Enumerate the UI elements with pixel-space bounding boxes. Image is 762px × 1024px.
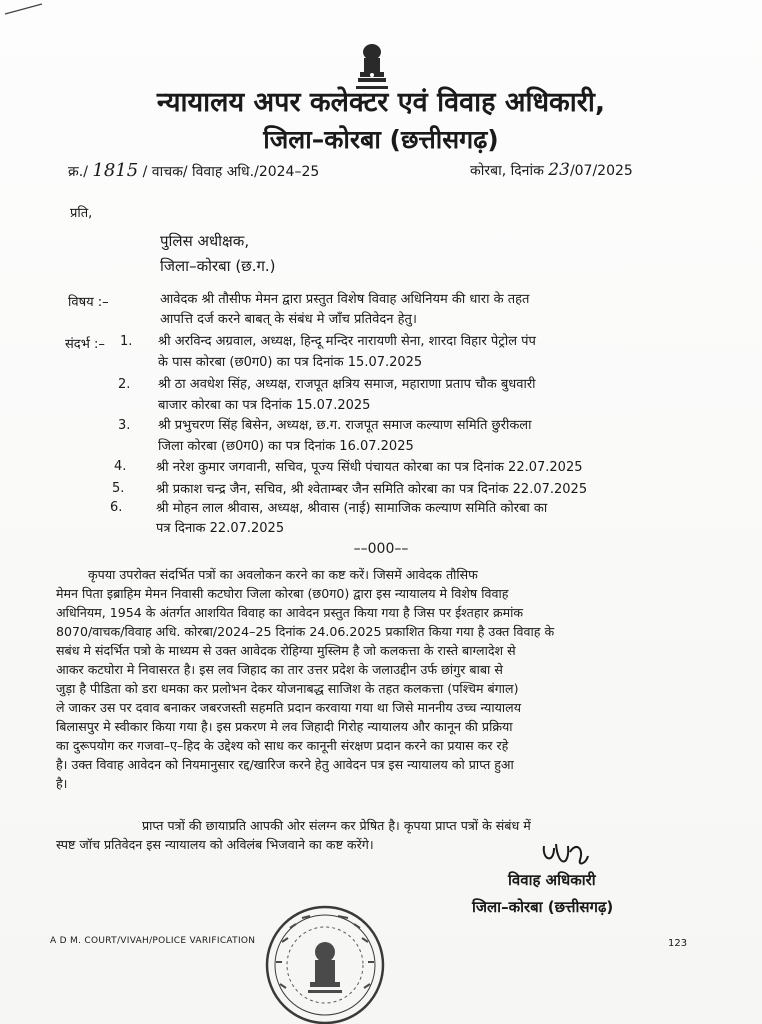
body-line: है। उक्त विवाह आवेदन को नियमानुसार रद्द/खारिज करने हेतु आवेदन पत्र इस न्यायालय को प्राप्त हुआ xyxy=(56,757,514,772)
reference-number: 5. xyxy=(112,481,125,496)
page-number: 123 xyxy=(668,938,688,949)
reference-line: बाजार कोरबा का पत्र दिनांक 15.07.2025 xyxy=(158,398,371,413)
reference-number: 1. xyxy=(120,334,133,349)
body-line: कृपया उपरोक्त संदर्भित पत्रों का अवलोकन करने का कष्ट करें। जिसमें आवेदक तौसिफ xyxy=(88,567,478,582)
section-separator: ––000–– xyxy=(353,541,409,557)
corner-mark xyxy=(0,0,50,20)
body-line: 8070/वाचक/विवाह अधि. कोरबा/2024–25 दिनांक 24.06.2025 प्रकाशित किया गया है उक्त विवाह के xyxy=(56,624,555,639)
reference-line: श्री नरेश कुमार जगवानी, सचिव, पूज्य सिंधी पंचायत कोरबा का पत्र दिनांक 22.07.2025 xyxy=(156,460,583,475)
letter-place-date xyxy=(470,160,633,180)
body-line: मेमन पिता इब्राहिम मेमन निवासी कटघोरा जिला कोरबा (छ0ग0) द्वारा इस न्यायालय मे विशेष विवाह xyxy=(56,586,509,601)
reference-line: पत्र दिनाक 22.07.2025 xyxy=(156,521,285,536)
recipient-line-1: पुलिस अधीक्षक, xyxy=(160,232,250,250)
body-line: प्राप्त पत्रों की छायाप्रति आपकी ओर संलग्न कर प्रेषित है। कृपया प्राप्त पत्रों के संबंध में xyxy=(142,818,531,833)
reference-number: 2. xyxy=(118,377,131,392)
body-line: स्पष्ट जॉच प्रतिवेदन इस न्यायालय को अविलंब भिजवाने का कष्ट करेंगे। xyxy=(56,837,374,852)
recipient-line-2: जिला–कोरबा (छ.ग.) xyxy=(160,257,276,275)
date-month-year: /07/2025 xyxy=(569,163,633,179)
reference-line: के पास कोरबा (छ0ग0) का पत्र दिनांक 15.07.2025 xyxy=(158,355,423,370)
body-line: जुड़ा है पीडिता को डरा धमका कर प्रलोभन देकर योजनाबद्ध साजिश के तहत कलकत्ता (पश्चिम बंगाल) xyxy=(56,681,519,696)
reference-line: जिला कोरबा (छ0ग0) का पत्र दिनांक 16.07.2025 xyxy=(158,439,414,454)
letter-reference-number xyxy=(68,160,319,181)
subject-line-2: आपत्ति दर्ज करने बाबत् के संबंध मे जाँच प्रतिवेदन हेतु। xyxy=(160,312,417,327)
ref-number-handwritten: 1815 xyxy=(92,160,139,181)
district-title: जिला–कोरबा (छत्तीसगढ़) xyxy=(263,125,499,154)
body-line: सबंध मे संदर्भित पत्रो के माध्यम से उक्त आवेदक रोहिग्या मुस्लिम है जो कलकत्ता के रास्ते बाग्लादेश से xyxy=(56,643,516,658)
reference-number: 6. xyxy=(110,500,123,515)
reference-line: श्री प्रकाश चन्द्र जैन, सचिव, श्री श्वेताम्बर जैन समिति कोरबा का पत्र दिनांक 22.07.2025 xyxy=(156,482,588,497)
body-line: ले जाकर उस पर दवाव बनाकर जबरजस्ती सहमति प्रदान करवाया गया था जिसे माननीय उच्च न्यायालय xyxy=(56,700,522,715)
court-seal-stamp xyxy=(262,902,388,1024)
body-line: का दुरूपयोग कर गजवा–ए–हिद के उद्देश्य को साध कर कानूनी संरक्षण प्रदान करने का प्रयास कर रहे xyxy=(56,738,509,753)
court-title: न्यायालय अपर कलेक्टर एवं विवाह अधिकारी, xyxy=(156,87,606,118)
body-line: बिलासपुर मे स्वीकार किया गया है। इस प्रकरण मे लव जिहादी गिरोह न्यायालय और कानून की प्रक्रिया xyxy=(56,719,513,734)
reference-line: श्री ठा अवधेश सिंह, अध्यक्ष, राजपूत क्षत्रिय समाज, महाराणा प्रताप चौक बुधवारी xyxy=(158,377,536,392)
body-line: अधिनियम, 1954 के अंतर्गत आशयित विवाह का आवेदन प्रस्तुत किया गया है जिस पर ईश्तहार क्रमांक xyxy=(56,605,524,620)
file-reference-code: A D M. COURT/VIVAH/POLICE VARIFICATION xyxy=(50,936,256,946)
handwritten-signature-mark xyxy=(540,838,590,872)
body-line: है। xyxy=(56,776,68,791)
signatory-district: जिला–कोरबा (छत्तीसगढ़) xyxy=(472,898,614,916)
reference-line: श्री प्रभुचरण सिंह बिसेन, अध्यक्ष, छ.ग. राजपूत समाज कल्याण समिति छुरीकला xyxy=(158,418,532,433)
to-label: प्रति, xyxy=(70,206,93,221)
body-line: आकर कटघोरा मे निवासरत है। इस लव जिहाद का तार उत्तर प्रदेश के जलाउद्दीन उर्फ छांगुर बाबा से xyxy=(56,662,503,677)
reference-number: 4. xyxy=(114,459,127,474)
ref-prefix: क्र./ xyxy=(68,164,88,180)
place-date-prefix: कोरबा, दिनांक xyxy=(470,163,544,179)
reference-line: श्री अरविन्द अग्रवाल, अध्यक्ष, हिन्दू मन्दिर नारायणी सेना, शारदा विहार पेट्रोल पंप xyxy=(158,334,536,349)
date-day-handwritten: 23 xyxy=(548,160,570,180)
subject-label: विषय :– xyxy=(68,295,109,310)
signatory-designation: विवाह अधिकारी xyxy=(508,871,596,889)
ref-suffix: / वाचक/ विवाह अधि./2024–25 xyxy=(142,164,320,180)
subject-line-1: आवेदक श्री तौसीफ मेमन द्वारा प्रस्तुत विशेष विवाह अधिनियम की धारा के तहत xyxy=(160,292,530,307)
reference-number: 3. xyxy=(118,418,131,433)
reference-line: श्री मोहन लाल श्रीवास, अध्यक्ष, श्रीवास (नाई) सामाजिक कल्याण समिति कोरबा का xyxy=(156,501,548,516)
references-label: संदर्भ :– xyxy=(65,337,105,352)
